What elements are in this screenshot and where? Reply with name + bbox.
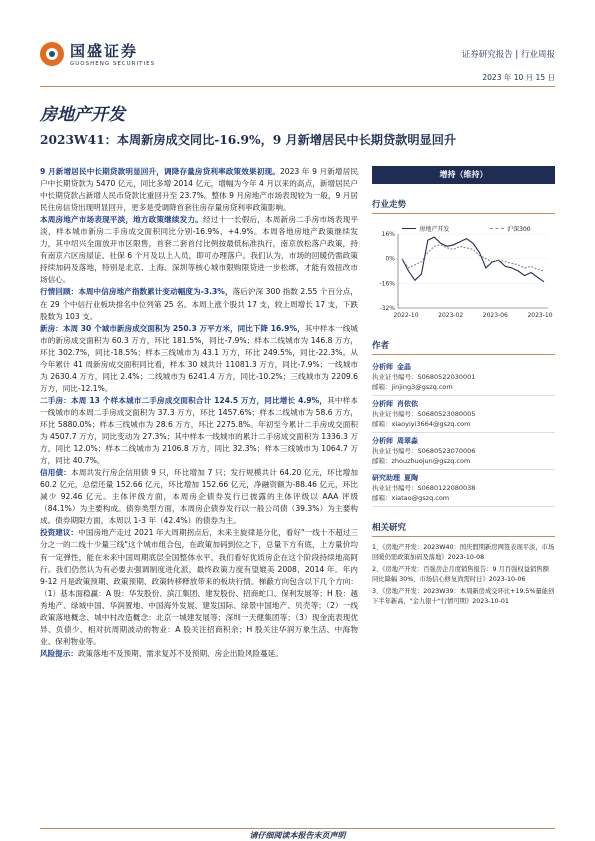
paragraph-text: 其中样本一线城市的本周二手房成交面积为 37.3 万方，环比 1457.6%；样本二线城市为 58.6 万方，环比 5880.0%；样本三线城市为 28.6 万方，环比 2275.8%。年初至今累计二手房成交面积为 4507.7 万方，同比变动为 27.3%；其中样本一线城市的累计二手房成交面积为 1336.3 万方，同比 12.0%；样本二线城市为 2106.8 万方，同比 32.3%；样本三线城市为 1064.7 万方，同比 40.7%。 — [40, 395, 358, 466]
footer-divider — [40, 828, 555, 829]
analyst-cert: 执业证书编号：S0680122080038 — [372, 484, 476, 492]
series-line-index — [402, 245, 544, 271]
report-headline: 2023W41：本周新房成交同比-16.9%，9 月新增居民中长期贷款明显回升 — [40, 133, 457, 147]
y-tick-label: 0% — [385, 255, 395, 263]
paragraph-text: 本周共发行房企信用债 9 只，环比增加 7 只；发行规模共计 64.20 亿元，环比增加 60.2 亿元，总偿还量 152.66 亿元，环比增加 152.66 亿元，净融资额为-88.46 亿元，环比减少 92.46 亿元。主体评级方面，本周房企债券发行已披露的主体评级以 AAA 评级（84.1%）为主要构成。债券类型方面，本周房企债券发行以一般公司债（39.3%）为主要构成。债券期限方面，本周以 1-3 年（42.4%）的债券为主。 — [40, 468, 358, 526]
body-paragraph — [40, 467, 358, 527]
page-header — [0, 0, 595, 80]
analyst-entry — [372, 396, 555, 433]
analyst-fullname: 周翠淼 — [397, 437, 418, 445]
paragraph-text: 2023 年 9 月新增居民户中长期贷款为 5470 亿元，同比多增 2014 亿元，增幅为今年 4 月以来的高点，新增居民户中长期贷款占新增人民币贷款比重回升至 23.7%。整体 9 月房地产市场表现较为一般，9 月居民住房信贷出现明显回升，更多是受调降首套住房存量房贷利率政策影响。 — [40, 167, 358, 213]
analyst-name — [372, 362, 555, 372]
chart-legend — [382, 224, 551, 233]
paragraph-lead: 二手房：本周 13 个样本城市二手房成交面积合计 124.5 万方，同比增长 4.9%， — [40, 395, 328, 405]
legend-item-index: 沪深300 — [490, 224, 530, 233]
x-tick-label: 2023-02 — [438, 312, 464, 319]
analyst-role: 研究助理 — [372, 474, 400, 482]
analyst-fullname: 金晶 — [397, 363, 411, 371]
main-body — [40, 166, 358, 660]
x-tick-label: 2023-10 — [527, 312, 553, 319]
analyst-name — [372, 399, 555, 409]
related-report-link[interactable]: 3、《房地产开发：2023W39：本周新房成交环比+19.5%量能创下半年新高，"金九银十"行情可期》2023-10-01 — [372, 588, 555, 605]
brand-logo — [40, 40, 155, 67]
body-paragraph — [40, 286, 358, 322]
paragraph-lead: 行情回顾：本周中信房地产指数累计变动幅度为-3.3%， — [40, 287, 233, 297]
body-paragraph — [40, 395, 358, 467]
logo-icon — [40, 42, 64, 66]
paragraph-lead: 新房：本周 30 个城市新房成交面积为 250.3 万平方米，同比下降 16.9%， — [40, 323, 305, 333]
legend-item-sector: 房地产开发 — [402, 224, 449, 233]
body-paragraph — [40, 323, 358, 395]
analyst-role: 分析师 — [372, 437, 393, 445]
trend-chart — [372, 220, 555, 325]
analyst-role: 分析师 — [372, 363, 393, 371]
analyst-name — [372, 436, 555, 446]
report-date: 2023 年 10 月 15 日 — [482, 73, 555, 82]
analyst-email[interactable]: 邮箱：zhouzhuojun@gszq.com — [372, 457, 471, 465]
analyst-role: 分析师 — [372, 400, 393, 408]
sector-title: 房地产开发 — [40, 105, 125, 125]
analyst-fullname: 夏陶 — [404, 474, 418, 482]
analysts-heading: 作者 — [372, 339, 555, 355]
body-paragraph — [40, 648, 358, 660]
y-tick-label: 16% — [381, 231, 395, 238]
analyst-cert: 执业证书编号：S0680523080005 — [372, 410, 476, 418]
analyst-cert: 执业证书编号：S0680522030001 — [372, 373, 476, 381]
paragraph-text: 落后沪深 300 指数 2.55 个百分点，在 29 个中信行业板块排名中位列第 25 名。本周上涨个股共 17 支，较上周增长 17 支，下跌股数为 103 支。 — [40, 287, 358, 321]
analyst-email[interactable]: 邮箱：jinjing3@gszq.com — [372, 383, 453, 391]
body-paragraph — [40, 166, 358, 214]
analyst-entry — [372, 433, 555, 470]
related-report-link[interactable]: 2、《房地产开发：百强房企月度销售报告：9 月百强权益销售额同比降幅 30%，市场信心修复尚需时日》2023-10-06 — [372, 566, 549, 583]
analyst-email[interactable]: 邮箱：xiatao@gszq.com — [372, 494, 450, 502]
y-tick-label: -16% — [379, 280, 395, 288]
paragraph-text: 中国房地产走过 2021 年大周期拐点后，未来主旋律是分化，看好"一线十不超过三分之一的二线十少量三线"这个城市组合包，在政策加码到位之下，总量下方有底，上方量价均有一定弹性，能在未来中国周期底层全国整体水平。我们看好优质房企在这个阶段持续地高阿行。我们仍然认为有必要去强调制度进化派，最终政策力度有望媲美 2008、2014 年。年内 9-12 月是政策预期、政策预期、政策转移释放带来的板块行情。梯蔽方向包含以下几个方向：（1）基本面稳赢：A 股：华发股份、滨江集团、建发股份、招商蛇口、保利发展等；H 股：越秀地产、绿城中国、华润置地、中国海外发展、建发国际、绿景中国地产、贝壳等；（2）一线政策落地概念、城中村改造概念：北京一城建发展等；深圳一天健集团等；（3）现金流表现优异、负债少、相对抗周期波动的物业：A 股关注招商积余；H 股关注华润万象生活、中海物业、保利物业等。 — [40, 528, 358, 646]
related-report-link[interactable]: 1、《房地产开发：2023W40：国庆假期新房网签表现平淡，市场回暖仍需政策加码及落地》2023-10-08 — [372, 544, 555, 561]
analyst-cert: 执业证书编号：S0680523070006 — [372, 447, 476, 455]
body-paragraph — [40, 527, 358, 647]
header-divider — [40, 86, 555, 87]
y-tick-label: -32% — [379, 305, 395, 312]
paragraph-lead: 信用债： — [40, 468, 72, 478]
analyst-entry — [372, 470, 555, 507]
sidebar — [372, 166, 555, 607]
paragraph-text: 经过十一长假后，本周新房二手房市场表现平淡，样本城市新房二手房成交面积同比分别-16.9%、+4.9%。本周各地房地产政策继续发力，其中绍兴全面放开市区限售，首套二套首付比例按最低标准执行，南京放松落户政策，持有南京六区房屋证、社保 6 个月及以上人员，即可办理落户。我们认为，市场的回暖仍需政策持续加码及落地，特别是北京、上海、深圳等核心城市限购限贷进一步松绑，才能有效扭改市场信心。 — [40, 215, 359, 285]
related-list — [372, 543, 555, 607]
x-tick-label: 2022-10 — [393, 312, 419, 319]
analyst-entry — [372, 359, 555, 396]
paragraph-lead: 9 月新增居民中长期贷款明显回升，调降存量房贷利率政策效果初现。 — [40, 167, 280, 176]
related-heading: 相关研究 — [372, 521, 555, 537]
analyst-fullname: 肖依依 — [397, 400, 418, 408]
analyst-name — [372, 473, 555, 483]
paragraph-lead: 风险提示： — [40, 648, 78, 658]
analysts-list — [372, 359, 555, 507]
rating-badge: 增持（维持） — [372, 166, 555, 184]
report-type: 证券研究报告 | 行业周报 — [461, 50, 555, 60]
x-tick-label: 2023-06 — [482, 312, 508, 319]
footer-disclaimer: 请仔细阅读本报告末页声明 — [249, 831, 346, 840]
paragraph-lead: 本周房地产市场表现平淡，地方政策继续发力。 — [40, 215, 203, 225]
logo-english: GUOSHENG SECURITIES — [70, 61, 156, 67]
analyst-email[interactable]: 邮箱：xiaoyiyi3664@gszq.com — [372, 420, 471, 428]
logo-chinese: 国盛证券 — [70, 42, 139, 60]
paragraph-lead: 投资建议： — [40, 528, 79, 538]
paragraph-text: 其中样本一线城市的新房成交面积为 60.3 万方，环比 181.5%，同比-7.9%；样本二线城市为 146.8 万方，环比 302.7%，同比-18.5%；样本三线城市为 43.1 万方，环比 249.5%，同比-22.3%。从今年累计 41 周新房成交面积同比看，样本 30 城共计 11081.3 万方，同比-7.9%；一线城市为 2630.4 万方，同比 2.4%；二线城市为 6241.4 万方，同比-10.2%；三线城市为 2209.6 万方，同比-12.1%。 — [40, 323, 358, 393]
trend-chart-svg — [372, 220, 555, 325]
paragraph-text: 政策落地不及预期、需求复苏不及预期、房企出险风险蔓延。 — [77, 648, 283, 658]
body-paragraph — [40, 214, 358, 286]
trend-heading: 行业走势 — [372, 198, 555, 214]
